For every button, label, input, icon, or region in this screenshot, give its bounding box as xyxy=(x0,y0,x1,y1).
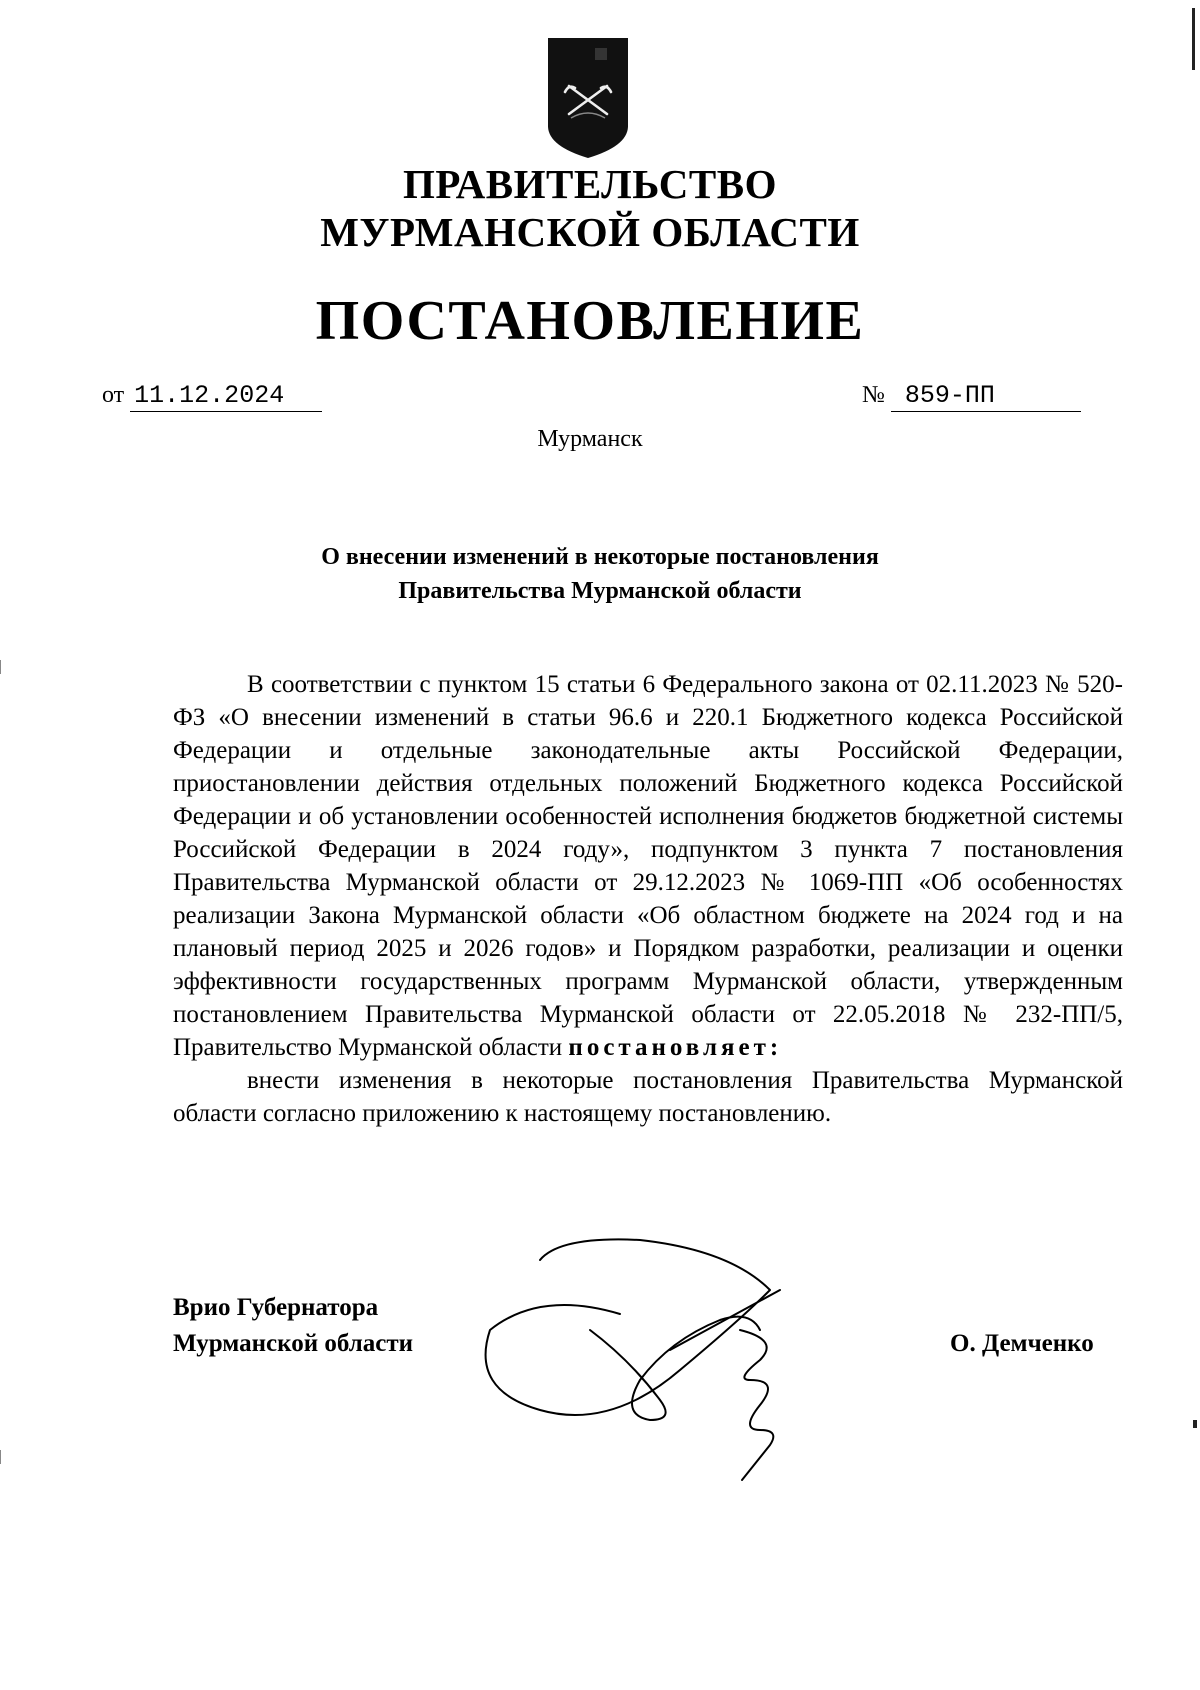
date-prefix: от xyxy=(102,382,125,408)
signer-name: О. Демченко xyxy=(950,1330,1094,1357)
body-paragraph-2: внести изменения в некоторые постановления Правительства Мурманской области согласно приложению к настоящему постановлению. xyxy=(173,1067,1123,1127)
signer-title xyxy=(173,1290,413,1362)
signer-title-line1: Врио Губернатора xyxy=(173,1294,379,1321)
document-body xyxy=(173,668,1123,1130)
body-paragraph-1-text: В соответствии с пунктом 15 статьи 6 Федерального закона от 02.11.2023 № 520-ФЗ «О внесении изменений в статьи 96.6 и 220.1 Бюджетного кодекса Российской Федерации и отдельные законодательные акты Российской Федерации, приостановлении действия отдельных положений Бюджетного кодекса Российской Федерации и об установлении особенностей исполнения бюджетов бюджетной системы Российской Федерации в 2024 году», подпунктом 3 пункта 7 постановления Правительства Мурманской области от 29.12.2023 № 1069-ПП «Об особенностях реализации Закона Мурманской области «Об областном бюджете на 2024 год и на плановый период 2025 и 2026 годов» и Порядком разработки, реализации и оценки эффективности государственных программ Мурманской области, утвержденным постановлением Правительства Мурманской области от 22.05.2018 № 232-ПП/5, Правительство Мурманской области xyxy=(173,671,1123,1061)
document-date xyxy=(102,380,322,412)
number-prefix: № xyxy=(862,382,885,408)
resolves-word: постановляет: xyxy=(568,1034,783,1061)
scan-edge-mark xyxy=(0,1450,1,1464)
scan-edge-mark xyxy=(1193,1420,1197,1428)
signer-title-line2: Мурманской области xyxy=(173,1330,414,1357)
government-title-line1: ПРАВИТЕЛЬСТВО xyxy=(402,161,778,207)
handwritten-signature-icon xyxy=(480,1230,860,1490)
scan-edge-mark xyxy=(0,660,1,674)
coat-of-arms-icon xyxy=(543,34,633,162)
number-value: 859-ПП xyxy=(891,381,1081,412)
city: Мурманск xyxy=(537,426,643,452)
government-title-line2: МУРМАНСКОЙ ОБЛАСТИ xyxy=(320,209,860,255)
government-title xyxy=(200,160,980,256)
body-paragraph-1 xyxy=(173,668,1123,1064)
document-type: ПОСТАНОВЛЕНИЕ xyxy=(315,290,865,352)
document-subject xyxy=(250,540,950,608)
scan-edge-mark xyxy=(1192,8,1195,70)
document-number xyxy=(862,380,1081,412)
subject-line1: О внесении изменений в некоторые постановления xyxy=(321,544,879,570)
subject-line2: Правительства Мурманской области xyxy=(398,578,802,604)
date-value: 11.12.2024 xyxy=(130,381,322,412)
